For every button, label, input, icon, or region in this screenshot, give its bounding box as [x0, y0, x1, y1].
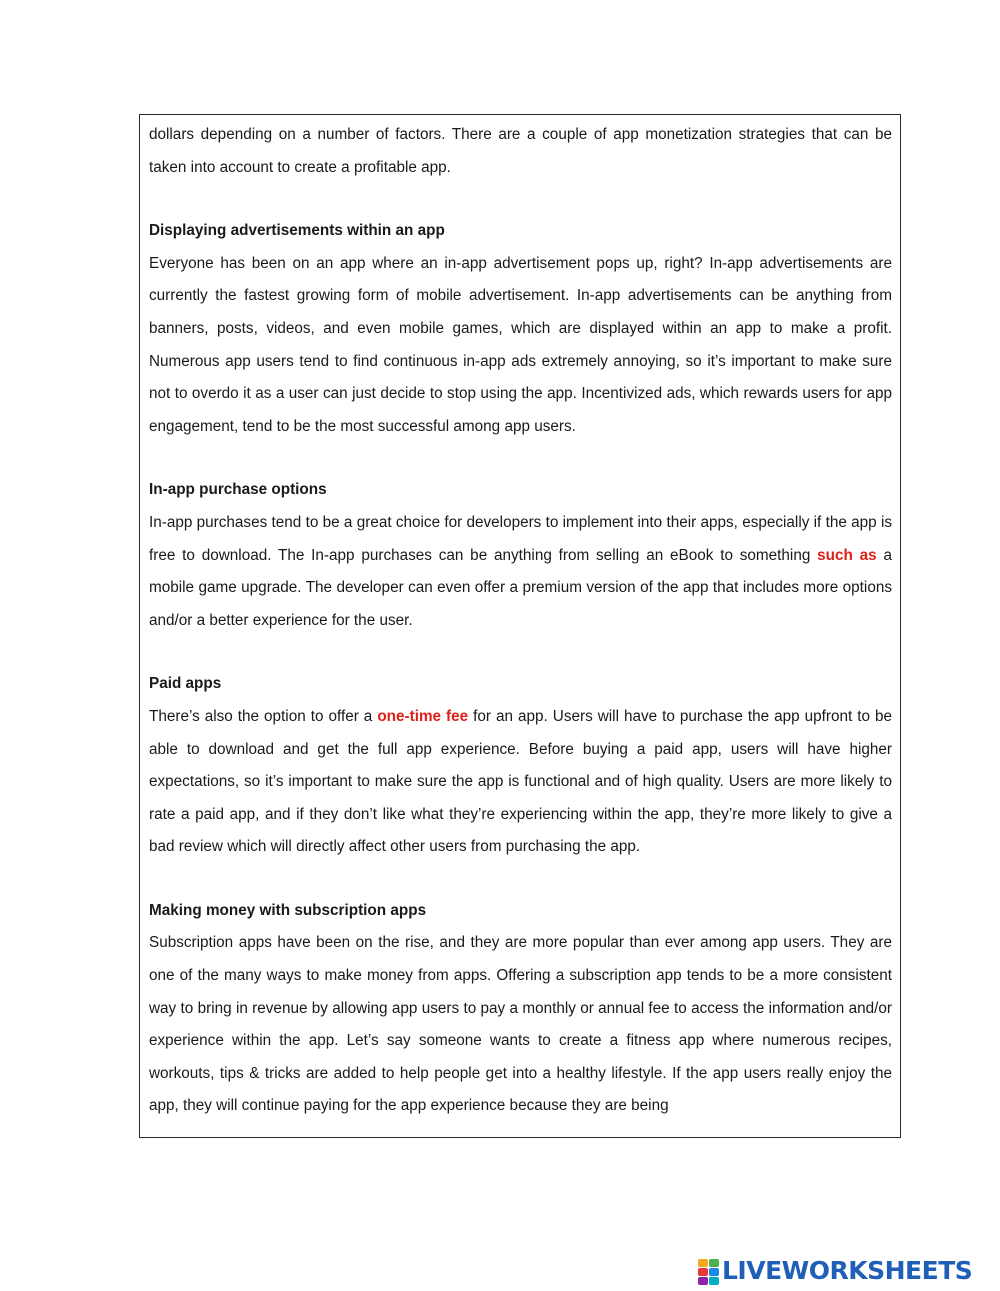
paragraph-spacer — [149, 864, 892, 895]
brand-wordmark: LIVEWORKSHEETS — [722, 1256, 973, 1285]
body-text: a mobile game upgrade. The developer can even offer a premium version of the app that includes more options and/or a better experience for the user. — [149, 546, 892, 629]
paragraph-spacer — [149, 443, 892, 474]
section-heading-in-app-purchase: In-app purchase options — [149, 481, 327, 499]
section-body-advertisements: Everyone has been on an app where an in-app advertisement pops up, right? In-app advertisements are currently the fastest growing form of mobile advertisement. In-app advertisements can be anything from banners, posts, videos, and even mobile games, which are displayed within an app to make a profit. Numerous app users tend to find continuous in-app ads extremely annoying, so it’s important to make sure not to overdo it as a user can just decide to stop using the app. Incentivized ads, which rewards users for app engagement, tend to be the most successful among app users. — [149, 254, 892, 435]
paragraph-spacer — [149, 637, 892, 668]
section-body-paid-apps — [149, 701, 892, 864]
highlighted-phrase: such as — [817, 546, 877, 564]
paragraph-spacer — [149, 184, 892, 215]
highlighted-phrase: one-time fee — [377, 707, 469, 725]
body-text: for an app. Users will have to purchase the app upfront to be able to download and get the full app experience. Before buying a paid app, users will have higher expectations, so it’s important to make sure the app is functional and of high quality. Users are more likely to rate a paid app, and if they don’t like what they’re experiencing within the app, they’re more likely to give a bad review which will directly affect other users from purchasing the app. — [149, 707, 892, 856]
section-heading-paid-apps: Paid apps — [149, 675, 222, 693]
liveworksheets-brand — [698, 1254, 994, 1288]
body-text: There’s also the option to offer a — [149, 707, 378, 725]
section-body-in-app-purchase — [149, 507, 892, 637]
section-heading-advertisements: Displaying advertisements within an app — [149, 222, 445, 240]
body-text: In-app purchases tend to be a great choice for developers to implement into their apps, especially if the app is free to download. The In-app purchases can be anything from selling an eBook to something — [149, 513, 892, 564]
liveworksheets-logo-icon — [698, 1257, 720, 1285]
worksheet-text-box — [139, 114, 901, 1138]
intro-paragraph: dollars depending on a number of factors. There are a couple of app monetization strategies that can be taken into account to create a profitable app. — [149, 126, 892, 176]
section-body-subscription-apps: Subscription apps have been on the rise, and they are more popular than ever among app users. They are one of the many ways to make money from apps. Offering a subscription app tends to be a more consistent way to bring in revenue by allowing app users to pay a monthly or annual fee to access the information and/or experience within the app. Let’s say someone wants to create a fitness app where numerous recipes, workouts, tips & tricks are added to help people get into a healthy lifestyle. If the app users really enjoy the app, they will continue paying for the app experience because they are being — [149, 934, 892, 1115]
section-heading-subscription-apps: Making money with subscription apps — [149, 901, 427, 919]
